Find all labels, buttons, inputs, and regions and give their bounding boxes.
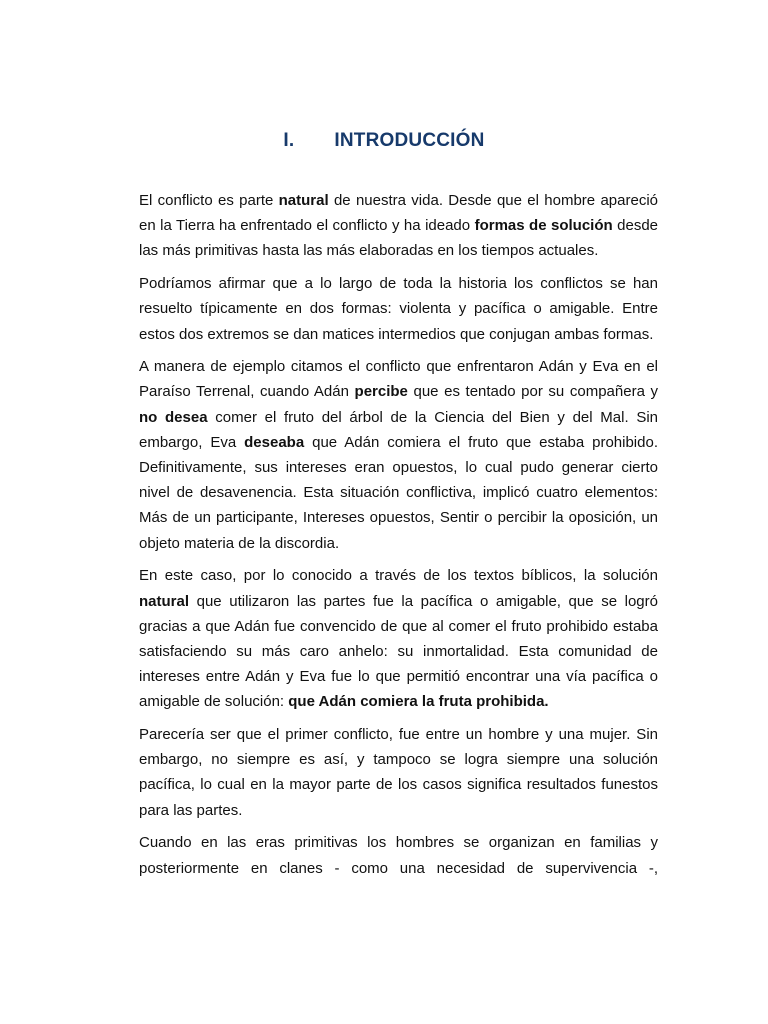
bold-text: natural bbox=[278, 192, 329, 209]
bold-text: que Adán comiera la fruta prohibida. bbox=[288, 693, 549, 711]
paragraph bbox=[139, 722, 658, 823]
bold-text: formas de solución bbox=[474, 217, 613, 235]
text-run: Parecería ser que el primer conflicto, fue entre un hombre y una mujer. Sin embargo, no siempre es así, y tampoco se logra siempre una solución pacífica, lo cual en la mayor parte de los casos significa resultados funestos para las partes. bbox=[139, 726, 658, 819]
text-run: que es tentado por su compañera y bbox=[407, 383, 658, 401]
body-text bbox=[139, 188, 658, 888]
bold-text: percibe bbox=[354, 383, 408, 401]
text-run: desde las más primitivas hasta las más elaboradas en los tiempos actuales. bbox=[139, 217, 659, 260]
paragraph bbox=[139, 830, 658, 880]
text-run: En este caso, por lo conocido a través de los textos bíblicos, la solución bbox=[139, 567, 658, 585]
section-heading bbox=[0, 130, 768, 152]
text-run: Cuando en las eras primitivas los hombres se organizan en familias y posteriormente en clanes - como una necesidad de supervivencia -, bbox=[139, 834, 658, 877]
text-run: A manera de ejemplo citamos el conflicto que enfrentaron Adán y Eva en el Paraíso Terrenal, cuando Adán bbox=[139, 358, 658, 401]
paragraph bbox=[139, 563, 658, 714]
section-number: I. bbox=[283, 130, 295, 151]
text-run: Podríamos afirmar que a lo largo de toda la historia los conflictos se han resuelto típicamente en dos formas: violenta y pacífica o amigable. Entre estos dos extremos se dan matices intermedios que conjugan ambas formas. bbox=[139, 275, 658, 343]
text-run: comer el fruto del árbol de la Ciencia del Bien y del Mal. Sin embargo, Eva bbox=[139, 408, 658, 451]
text-run: que utilizaron las partes fue la pacífica o amigable, que se logró gracias a que Adán fue convencido de que al comer el fruto prohibido estaba satisfaciendo su más caro anhelo: su inmortalidad. Esta comunidad de intereses entre Adán y Eva fue lo que permitió encontrar una vía pacífica o amigable de solución: bbox=[139, 592, 658, 711]
paragraph bbox=[139, 188, 658, 264]
bold-text: no desea bbox=[139, 408, 208, 426]
section-title: INTRODUCCIÓN bbox=[334, 130, 485, 151]
paragraph bbox=[139, 271, 658, 347]
text-run: que Adán comiera el fruto que estaba prohibido. Definitivamente, sus intereses eran opuestos, lo cual pudo generar cierto nivel de desavenencia. Esta situación conflictiva, implicó cuatro elementos: Más de un participante, Intereses opuestos, Sentir o percibir la oposición, un objeto materia de la discordia. bbox=[139, 433, 658, 552]
paragraph bbox=[139, 354, 658, 556]
bold-text: natural bbox=[139, 592, 190, 610]
text-run: de nuestra vida. Desde que el hombre apareció en la Tierra ha enfrentado el conflicto y ha ideado bbox=[139, 192, 658, 235]
bold-text: deseaba bbox=[244, 433, 305, 451]
text-run: El conflicto es parte bbox=[139, 192, 279, 209]
